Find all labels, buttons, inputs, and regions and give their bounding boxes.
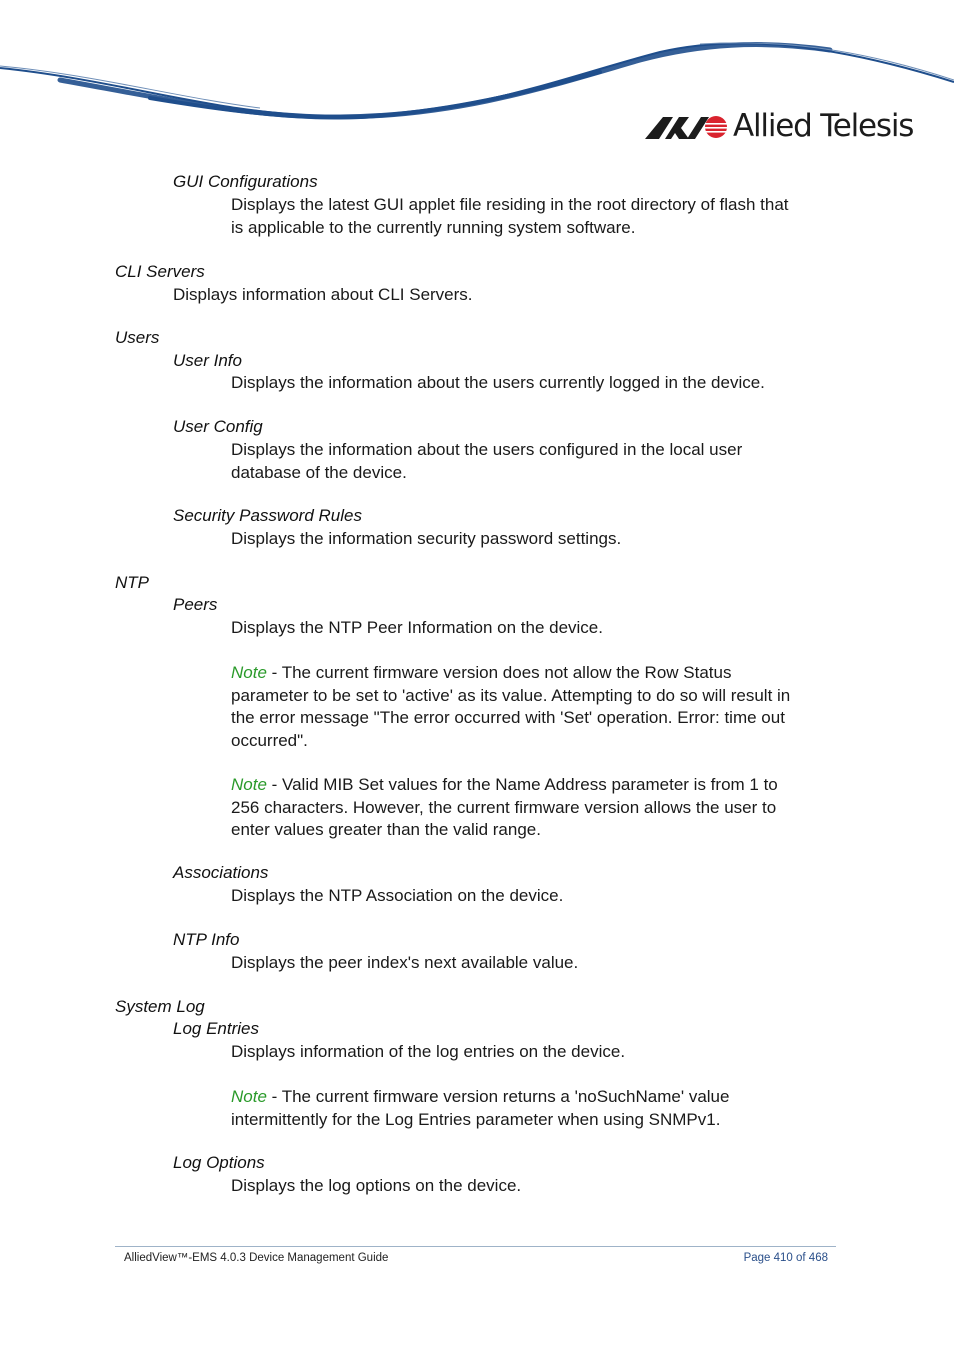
log-entries-note: [231, 1086, 836, 1131]
peers-note-2: [231, 774, 836, 842]
heading-log-entries: Log Entries: [173, 1019, 259, 1038]
heading-cli-servers: CLI Servers: [115, 262, 205, 281]
note-text: - The current firmware version does not allow the Row Status: [266, 663, 732, 682]
peers-description: Displays the NTP Peer Information on the device.: [231, 618, 603, 637]
security-password-rules-description: Displays the information security password settings.: [231, 529, 622, 548]
gui-configurations-description: [231, 194, 836, 239]
text-line: intermittently for the Log Entries parameter when using SNMPv1.: [231, 1109, 721, 1129]
associations-description: Displays the NTP Association on the device.: [231, 886, 564, 905]
heading-system-log: System Log: [115, 997, 205, 1016]
note-text: - Valid MIB Set values for the Name Address parameter is from 1 to: [266, 775, 778, 794]
text-line: [231, 774, 836, 797]
footer-divider: [115, 1246, 836, 1247]
text-line: [231, 662, 836, 685]
heading-gui-configurations: GUI Configurations: [173, 172, 318, 191]
footer-page-number: Page 410 of 468: [743, 1252, 828, 1264]
heading-ntp-info: NTP Info: [173, 930, 240, 949]
logo-mark-icon: [645, 114, 729, 140]
heading-users: Users: [115, 328, 160, 347]
allied-telesis-logo: [645, 108, 914, 148]
note-label: Note: [231, 663, 267, 682]
ntp-info-description: Displays the peer index's next available value.: [231, 953, 579, 972]
heading-user-config: User Config: [173, 417, 263, 436]
heading-user-info: User Info: [173, 351, 242, 370]
text-line: 256 characters. However, the current firmware version allows the user to: [231, 797, 777, 817]
logo-text: Allied Telesis: [733, 108, 914, 144]
heading-log-options: Log Options: [173, 1153, 265, 1172]
text-line: [231, 1086, 836, 1109]
cli-servers-description: Displays information about CLI Servers.: [173, 285, 473, 304]
note-label: Note: [231, 1087, 267, 1106]
text-line: parameter to be set to 'active' as its value. Attempting to do so will result in: [231, 685, 791, 705]
heading-ntp: NTP: [115, 573, 149, 592]
user-info-description: Displays the information about the users currently logged in the device.: [231, 373, 765, 392]
text-line: occurred".: [231, 730, 308, 750]
heading-security-password-rules: Security Password Rules: [173, 506, 362, 525]
text-line: Displays the latest GUI applet file residing in the root directory of flash that: [231, 195, 789, 214]
heading-peers: Peers: [173, 595, 218, 614]
text-line: Displays the information about the users configured in the local user: [231, 440, 743, 459]
heading-associations: Associations: [173, 863, 269, 882]
log-options-description: Displays the log options on the device.: [231, 1176, 522, 1195]
note-text: - The current firmware version returns a 'noSuchName' value: [266, 1087, 730, 1106]
peers-note-1: [231, 662, 836, 752]
text-line: database of the device.: [231, 462, 407, 482]
log-entries-description: Displays information of the log entries on the device.: [231, 1042, 626, 1061]
user-config-description: [231, 439, 836, 484]
footer-document-title: AlliedView™-EMS 4.0.3 Device Management Guide: [124, 1252, 389, 1264]
text-line: the error message "The error occurred with 'Set' operation. Error: time out: [231, 708, 785, 727]
note-label: Note: [231, 775, 267, 794]
text-line: is applicable to the currently running system software.: [231, 217, 636, 237]
text-line: enter values greater than the valid range.: [231, 820, 541, 839]
